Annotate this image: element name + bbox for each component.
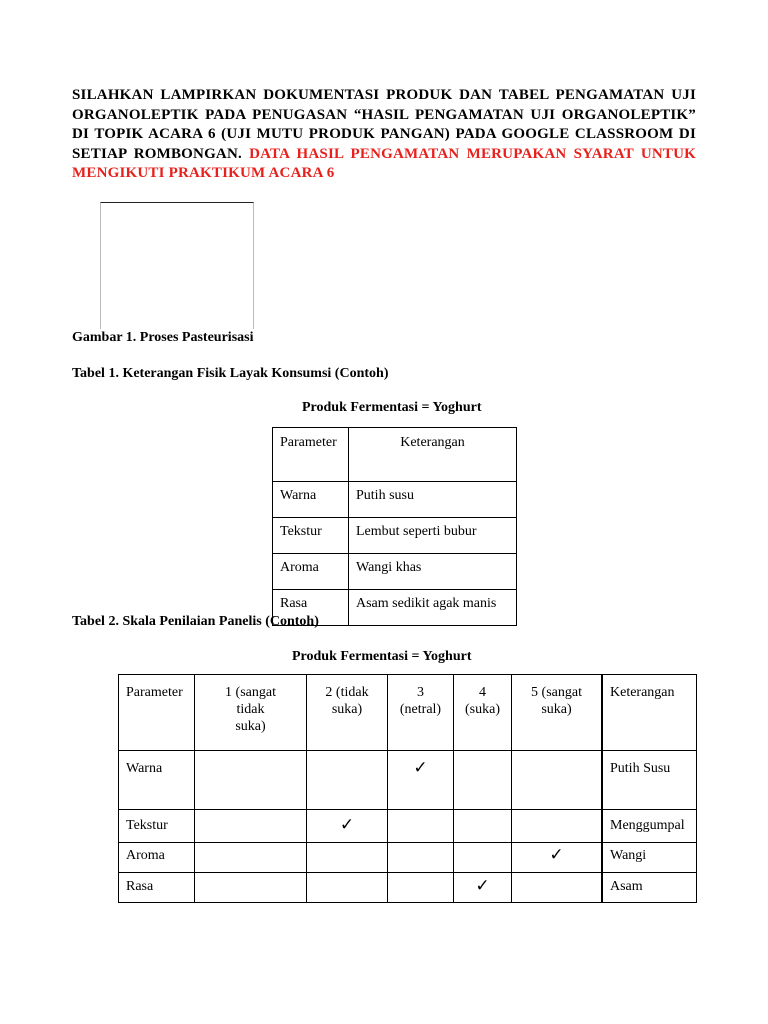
table2-cell-keterangan: Putih Susu [602, 751, 697, 810]
table2-header-parameter: Parameter [119, 675, 195, 751]
header-line: suka) [541, 702, 572, 717]
score-cell [388, 873, 454, 903]
score-cell [512, 843, 603, 873]
instruction-text: SILAHKAN LAMPIRKAN DOKUMENTASI PRODUK DAN TABEL PENGAMATAN UJI ORGANOLEPTIK PADA PENUGASAN “HASIL PENGAMATAN UJI ORGANOLEPTIK” DI TOPIK ACARA 6 (UJI MUTU PRODUK PANGAN) PADA GOOGLE CLASSROOM DI SETIAP ROMBONGAN. [72, 87, 696, 162]
score-cell [512, 810, 603, 843]
header-line: 2 (tidak [325, 685, 369, 700]
header-line: 4 [479, 685, 486, 700]
table2-cell-keterangan: Menggumpal [602, 810, 697, 843]
table2-subtitle: Produk Fermentasi = Yoghurt [292, 649, 472, 664]
score-cell [388, 810, 454, 843]
score-cell [195, 751, 307, 810]
instruction-paragraph [72, 86, 696, 184]
check-mark-icon: ✓ [475, 876, 490, 896]
table2-cell-parameter: Rasa [119, 873, 195, 903]
header-line: tidak [236, 702, 265, 717]
table2-cell-parameter: Tekstur [119, 810, 195, 843]
table1-cell-keterangan: Lembut seperti bubur [349, 518, 517, 554]
score-cell [512, 873, 603, 903]
table2 [118, 674, 697, 903]
check-mark-icon: ✓ [413, 758, 428, 778]
table2-cell-parameter: Aroma [119, 843, 195, 873]
score-cell [195, 873, 307, 903]
score-cell [454, 751, 512, 810]
table1-cell-parameter: Aroma [273, 554, 349, 590]
table2-caption: Tabel 2. Skala Penilaian Panelis (Contoh) [72, 614, 319, 629]
header-line: (netral) [399, 702, 442, 717]
header-line: (suka) [465, 702, 500, 717]
table2-header-keterangan: Keterangan [602, 675, 697, 751]
table1-caption: Tabel 1. Keterangan Fisik Layak Konsumsi (Contoh) [72, 366, 389, 381]
score-cell [454, 810, 512, 843]
score-cell [307, 810, 388, 843]
instruction-warning-text: DATA HASIL PENGAMATAN MERUPAKAN SYARAT UNTUK MENGIKUTI PRAKTIKUM ACARA 6 [72, 145, 696, 181]
table1-cell-parameter: Warna [273, 482, 349, 518]
figure-caption: Gambar 1. Proses Pasteurisasi [72, 330, 254, 345]
check-mark-icon: ✓ [339, 815, 355, 835]
score-cell [195, 843, 307, 873]
score-cell [388, 751, 454, 810]
table1-header-keterangan: Keterangan [349, 428, 517, 482]
table2-header-row [119, 675, 697, 751]
table1-header-parameter: Parameter [273, 428, 349, 482]
score-cell [195, 810, 307, 843]
score-cell [307, 843, 388, 873]
table2-header-score-2 [307, 675, 388, 751]
product-photo-placeholder [100, 202, 254, 329]
table-row [119, 843, 697, 873]
table2-cell-keterangan: Wangi [602, 843, 697, 873]
table-row [119, 873, 697, 903]
score-cell [454, 843, 512, 873]
table2-header-score-3 [388, 675, 454, 751]
table1-header-row [273, 428, 517, 482]
table1-cell-keterangan: Wangi khas [349, 554, 517, 590]
table2-header-score-5 [512, 675, 603, 751]
table1-cell-parameter: Rasa [273, 590, 349, 626]
table2-cell-parameter: Warna [119, 751, 195, 810]
header-line: 5 (sangat [531, 685, 582, 700]
header-line: suka) [331, 702, 363, 717]
score-cell [307, 751, 388, 810]
score-cell [388, 843, 454, 873]
table2-header-score-4 [454, 675, 512, 751]
table-row [119, 751, 697, 810]
table1 [272, 427, 517, 626]
table-row [273, 554, 517, 590]
table1-cell-keterangan: Putih susu [349, 482, 517, 518]
check-mark-icon: ✓ [549, 845, 564, 865]
score-cell [512, 751, 603, 810]
table1-subtitle: Produk Fermentasi = Yoghurt [302, 400, 482, 415]
table1-cell-keterangan: Asam sedikit agak manis [349, 590, 517, 626]
table-row [119, 810, 697, 843]
score-cell [454, 873, 512, 903]
header-line: 3 [417, 685, 424, 700]
table-row [273, 482, 517, 518]
score-cell [307, 873, 388, 903]
table2-header-score-1 [195, 675, 307, 751]
header-line: suka) [235, 719, 266, 734]
table-row [273, 518, 517, 554]
header-line: 1 (sangat [225, 685, 276, 700]
table2-cell-keterangan: Asam [602, 873, 697, 903]
table1-cell-parameter: Tekstur [273, 518, 349, 554]
